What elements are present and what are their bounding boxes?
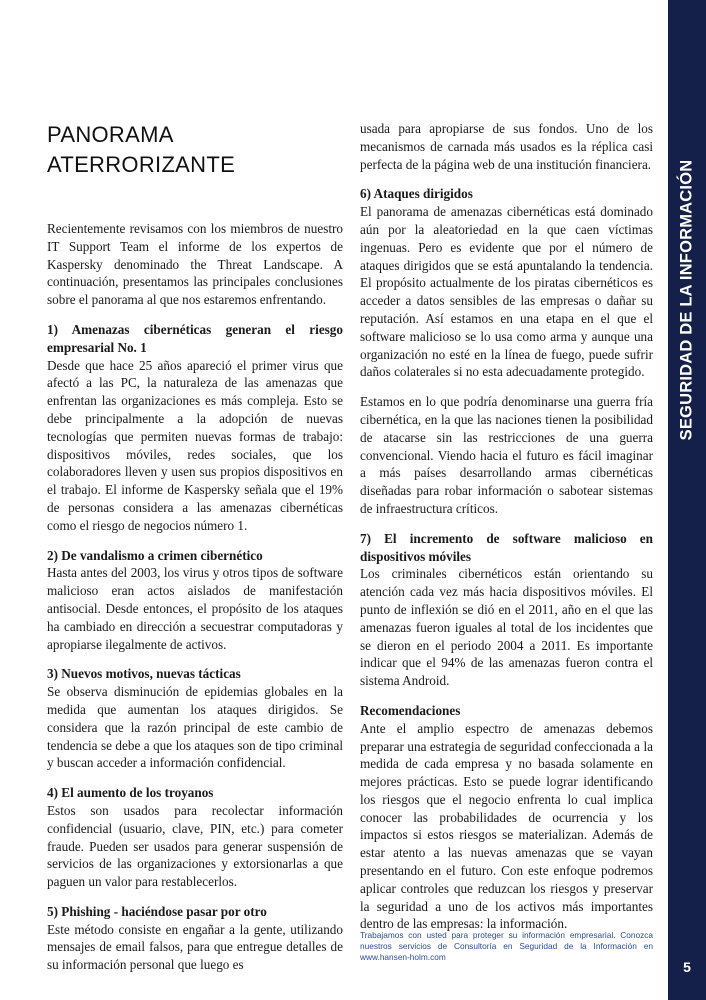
title-line-2: ATERRORIZANTE [47,152,236,177]
section-heading: 6) Ataques dirigidos [360,186,473,202]
continuation-paragraph: usada para apropiarse de sus fondos. Uno de los mecanismos de carnada más usados es la réplica casi perfecta de la página web de una institución financiera. [360,121,653,172]
title-line-1: PANORAMA [47,122,174,147]
section-heading: 1) Amenazas cibernéticas generan el riesgo empresarial No. 1 [47,321,343,355]
section-heading: 4) El aumento de los troyanos [47,785,214,801]
left-column [47,220,343,986]
section-1 [47,321,343,535]
section-body: Desde que hace 25 años apareció el primer virus que afectó a las PC, la naturaleza de las amenazas que enfrentan las organizaciones es más compleja. Esto se debe principalmente a la adopción de nuevas tecnologías que permiten nuevas formas de trabajo: dispositivos móviles, redes sociales, que los colaboradores lleven y usen sus propios dispositivos en el trabajo. El informe de Kaspersky señala que el 19% de personas considera a las amenazas cibernéticas como el riesgo de negocios número 1. [47,357,343,533]
recommendations-section [360,702,653,933]
section-body: Se observa disminución de epidemias globales en la medida que aumentan los ataques dirigidos. Se considera que la razón principal de este cambio de tendencia se debe a que los ataques son de tipo criminal y buscan acceder a información confidencial. [47,684,343,771]
section-sidebar [668,0,706,1000]
section-4 [47,784,343,891]
section-body: Ante el amplio espectro de amenazas debemos preparar una estrategia de seguridad confeccionada a la medida de cada empresa y no basada solamente en mejores prácticas. Esto se puede lograr identificando los riesgos que el negocio enfrenta lo cual implica conocer las probabilidades de ocurrencia y los impactos si estos riesgos se materializan. Además de estar atento a las nuevas amenazas que se vayan presentando en el futuro. Con este enfoque podremos aplicar controles que reduzcan los riesgos y preservar la seguridad a uno de los activos más importantes dentro de las empresas: la información. [360,720,653,932]
section-body: Estos son usados para recolectar información confidencial (usuario, clave, PIN, etc.) para cometer fraude. Pueden ser usados para generar suspensión de servicios de las organizaciones y extorsionarlas a que paguen un valor para restablecerlos. [47,802,343,890]
section-heading: 7) El incremento de software malicioso en dispositivos móviles [360,530,653,564]
section-body: Este método consiste en engañar a la gente, utilizando mensajes de email falsos, para que entregue detalles de su información personal que luego es [47,921,343,973]
section-3 [47,665,343,772]
section-body: El panorama de amenazas cibernéticas está dominado aún por la aleatoriedad en la que caen víctimas ingenuas. Pero es evidente que por el número de ataques dirigidos que se está apuntalando la tendencia. El propósito actualmente de los piratas cibernéticos es acceder a datos sensibles de las empresas o dañar su reputación. Así estamos en una etapa en el que el software malicioso se lo usa como arma y aunque una organización no esté en la línea de fuego, puede sufrir daños colaterales si no esta adecuadamente protegido. [360,204,653,380]
section-heading: 2) De vandalismo a crimen cibernético [47,547,263,563]
section-heading: Recomendaciones [360,702,461,718]
section-heading: 5) Phishing - haciéndose pasar por otro [47,903,267,919]
section-body: Hasta antes del 2003, los virus y otros tipos de software malicioso eran actos aislados de manifestación antisocial. Desde entonces, el propósito de los ataques ha cambiado en dirección a secuestrar computadoras y apropiarse ilegalmente de activos. [47,565,343,652]
section-body: Los criminales cibernéticos están orientando su atención cada vez más hacia dispositivos móviles. El punto de inflexión se dió en el 2011, año en el que las amenazas fueron iguales al total de los incidentes que se dieron en el periodo 2004 a 2011. Es importante indicar que el 94% de las amenazas fueron contra el sistema Android. [360,566,653,689]
section-2 [47,547,343,654]
section-7 [360,530,653,690]
article-title [47,120,307,180]
section-5 [47,903,343,974]
promo-footer-note: Trabajamos con usted para proteger su información empresarial. Conozca nuestros servicios de Consultoría en Seguridad de la Información en www.hansen-holm.com [360,930,653,962]
section-heading: 3) Nuevos motivos, nuevas tácticas [47,666,241,682]
cold-war-paragraph: Estamos en lo que podría denominarse una guerra fría cibernética, en la que las naciones tienen la posibilidad de atacarse sin las restricciones de una guerra convencional. Viendo hacia el futuro es fácil imaginar a más países desarrollando armas cibernéticas diseñadas para robar información o sabotear sistemas de infraestructura críticos. [360,394,653,516]
page-number: 5 [683,959,691,975]
intro-paragraph: Recientemente revisamos con los miembros de nuestro IT Support Team el informe de los expertos de Kaspersky denominado the Threat Landscape. A continuación, presentamos las principales conclusiones sobre el panorama al que nos estaremos enfrentando. [47,221,343,308]
right-column [360,120,653,945]
section-6 [360,185,653,381]
sidebar-title: SEGURIDAD DE LA INFORMACIÓN [677,159,696,441]
